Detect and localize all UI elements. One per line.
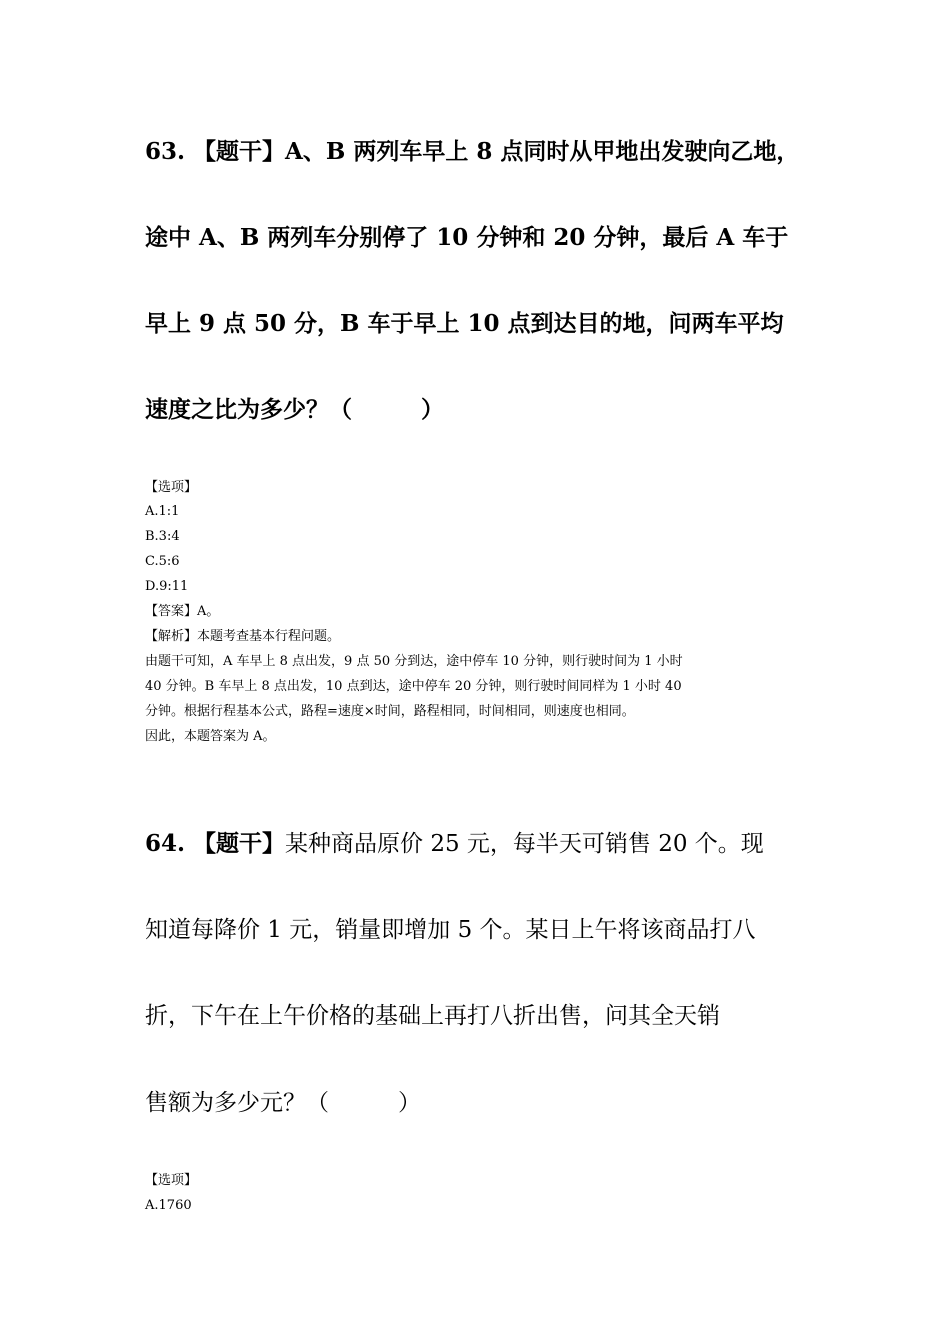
q64-stem-line-3: 折，下午在上午价格的基础上再打八折出售，问其全天销 xyxy=(145,1003,720,1029)
q63-option-a: A.1:1 xyxy=(145,504,180,519)
q63-option-c: C.5:6 xyxy=(145,554,180,569)
q63-answer: 【答案】A。 xyxy=(145,604,220,619)
q63-analysis-line-3: 40 分钟。B 车早上 8 点出发，10 点到达，途中停车 20 分钟，则行驶时间同样为 1 小时 40 xyxy=(145,679,682,694)
q64-stem-text-1: 某种商品原价 25 元，每半天可销售 20 个。现 xyxy=(285,831,764,857)
q63-stem-line-4: 速度之比为多少？（ ） xyxy=(145,396,444,423)
q63-analysis-line-5: 因此，本题答案为 A。 xyxy=(145,729,276,744)
q64-stem-line-2: 知道每降价 1 元，销量即增加 5 个。某日上午将该商品打八 xyxy=(145,917,756,943)
q63-analysis-line-1: 【解析】本题考查基本行程问题。 xyxy=(145,629,341,644)
q63-stem-line-1: 63. 【题干】A、B 两列车早上 8 点同时从甲地出发驶向乙地， xyxy=(145,138,800,165)
q63-options-header: 【选项】 xyxy=(145,480,198,495)
q63-stem-line-2: 途中 A、B 两列车分别停了 10 分钟和 20 分钟，最后 A 车于 xyxy=(145,224,789,251)
q64-options-header: 【选项】 xyxy=(145,1173,198,1188)
q64-option-a: A.1760 xyxy=(145,1198,192,1213)
q63-stem-line-3: 早上 9 点 50 分，B 车于早上 10 点到达目的地，问两车平均 xyxy=(145,310,784,337)
q63-analysis-line-4: 分钟。根据行程基本公式，路程=速度×时间，路程相同，时间相同，则速度也相同。 xyxy=(145,704,635,719)
q64-number-label: 64. 【题干】 xyxy=(145,830,286,857)
q63-option-d: D.9:11 xyxy=(145,579,189,594)
q64-stem-line-4: 售额为多少元？（ ） xyxy=(145,1090,421,1116)
q63-option-b: B.3:4 xyxy=(145,529,180,544)
q64-stem-line-1 xyxy=(145,829,764,859)
q63-analysis-line-2: 由题干可知，A 车早上 8 点出发，9 点 50 分到达，途中停车 10 分钟，则行驶时间为 1 小时 xyxy=(145,654,683,669)
